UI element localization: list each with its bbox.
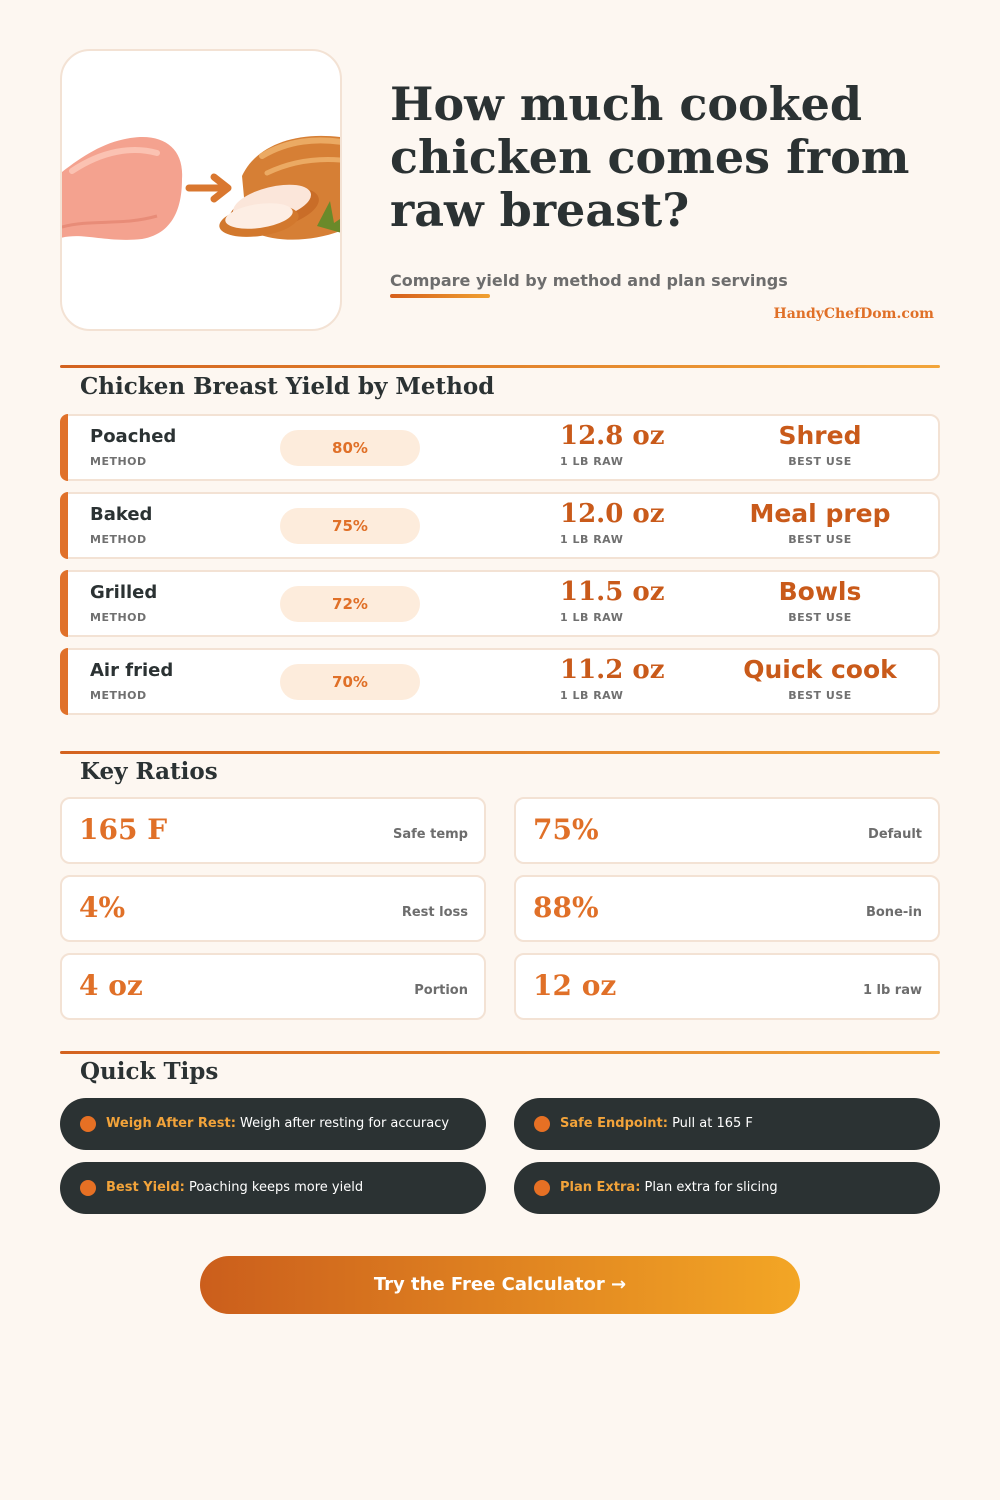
brand-link[interactable]: HandyChefDom.com [773,306,934,322]
cooked-weight-label: 1 LB RAW [560,611,624,624]
hero-illustration-card [60,49,342,331]
method-name: Grilled [90,582,158,603]
arrow-right-icon [189,177,228,199]
tip-key: Plan Extra: [560,1180,641,1195]
ratio-value: 75% [533,813,599,846]
bullet-dot-icon [534,1180,550,1196]
cooked-sliced-chicken-icon [217,136,342,242]
method-label: METHOD [90,611,147,624]
tip-text: Poaching keeps more yield [184,1180,364,1195]
cooked-weight: 11.5 oz [560,577,665,607]
method-row [60,414,940,481]
ratio-card [514,875,940,942]
tip-pill [60,1162,486,1214]
tip-pill [514,1162,940,1214]
yield-percent-badge: 80% [280,430,420,466]
best-use-label: BEST USE [788,455,852,468]
ratio-card [514,797,940,864]
method-row [60,492,940,559]
ratio-value: 4 oz [79,969,143,1002]
section-divider [60,1051,940,1054]
best-use-label: BEST USE [788,533,852,546]
row-accent-bar [60,570,68,637]
page-subtitle: Compare yield by method and plan servings [390,271,788,290]
cooked-weight: 11.2 oz [560,655,665,685]
ratio-value: 12 oz [533,969,617,1002]
ratio-card [514,953,940,1020]
bullet-dot-icon [80,1180,96,1196]
ratio-label: Safe temp [392,827,468,842]
cooked-weight: 12.0 oz [560,499,665,529]
method-label: METHOD [90,689,147,702]
subtitle-underline [390,294,490,298]
tip-text: Weigh after resting for accuracy [235,1116,450,1131]
best-use-label: BEST USE [788,611,852,624]
tip-text: Plan extra for slicing [640,1180,778,1195]
tip-pill [60,1098,486,1150]
section-divider [60,751,940,754]
best-use: Quick cook [743,655,897,684]
ratio-label: Bone-in [865,905,922,920]
ratios-section-title: Key Ratios [80,758,218,785]
best-use: Bowls [778,577,862,606]
ratio-label: 1 lb raw [862,983,922,998]
ratio-card [60,875,486,942]
best-use: Shred [778,421,862,450]
cooked-weight-label: 1 LB RAW [560,455,624,468]
ratio-label: Default [868,827,922,842]
ratio-value: 4% [79,891,126,924]
row-accent-bar [60,648,68,715]
tip-key: Weigh After Rest: [106,1116,236,1131]
page-title: How much cooked chicken comes from raw breast? [390,77,910,237]
ratio-value: 165 F [79,813,168,846]
bullet-dot-icon [534,1116,550,1132]
ratio-label: Rest loss [401,905,468,920]
tip-key: Safe Endpoint: [560,1116,668,1131]
method-label: METHOD [90,455,147,468]
method-row [60,648,940,715]
ratio-card [60,953,486,1020]
tips-section-title: Quick Tips [80,1058,219,1085]
tip-text: Pull at 165 F [667,1116,753,1131]
method-name: Air fried [90,660,174,681]
cooked-weight-label: 1 LB RAW [560,689,624,702]
row-accent-bar [60,492,68,559]
cooked-weight: 12.8 oz [560,421,665,451]
methods-section-title: Chicken Breast Yield by Method [80,373,495,400]
row-accent-bar [60,414,68,481]
yield-percent-badge: 72% [280,586,420,622]
yield-percent-badge: 75% [280,508,420,544]
method-row [60,570,940,637]
yield-percent-badge: 70% [280,664,420,700]
best-use: Meal prep [749,499,891,528]
section-divider [60,365,940,368]
method-name: Poached [90,426,177,447]
bullet-dot-icon [80,1116,96,1132]
tip-key: Best Yield: [106,1180,185,1195]
tip-pill [514,1098,940,1150]
raw-chicken-breast-icon [62,137,182,240]
method-label: METHOD [90,533,147,546]
cooked-weight-label: 1 LB RAW [560,533,624,546]
ratio-label: Portion [414,983,468,998]
free-calculator-button[interactable]: Try the Free Calculator → [200,1256,800,1314]
method-name: Baked [90,504,153,525]
best-use-label: BEST USE [788,689,852,702]
ratio-value: 88% [533,891,599,924]
ratio-card [60,797,486,864]
